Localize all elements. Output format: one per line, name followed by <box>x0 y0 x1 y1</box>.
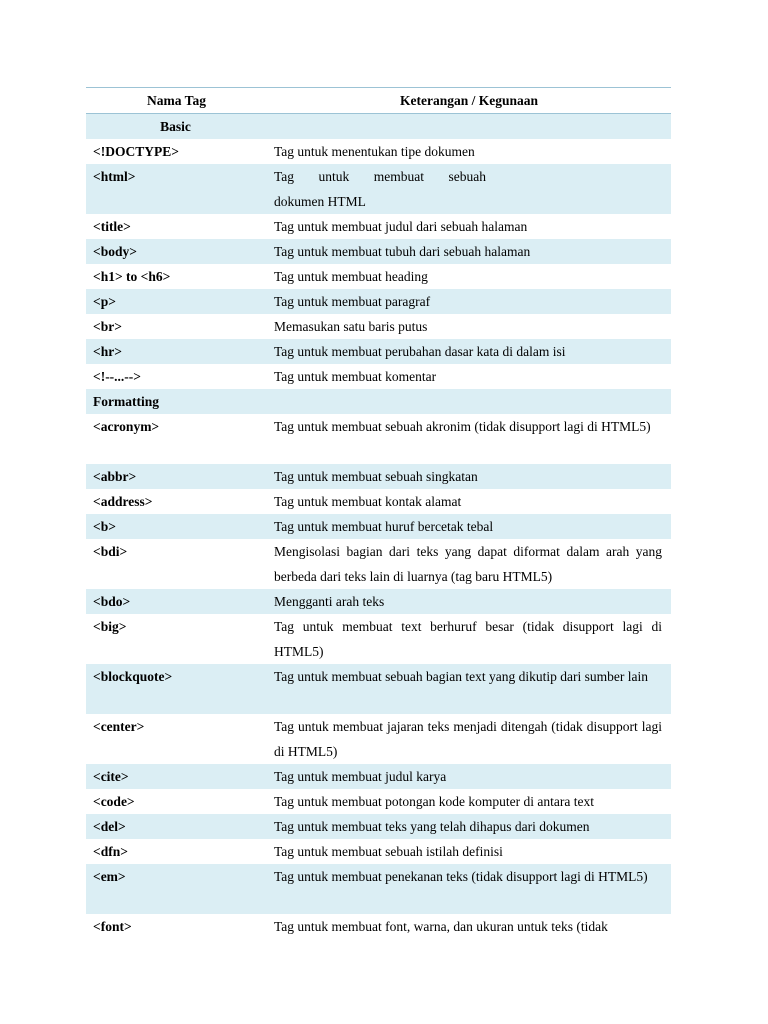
tag-description-cell: Tag untuk membuat sebuah istilah definisi <box>274 844 503 859</box>
table-row <box>86 839 671 864</box>
tag-name-cell: <p> <box>86 289 267 314</box>
table-row <box>86 214 671 239</box>
tag-description-cell: Tag untuk membuat penekanan teks (tidak disupport lagi di HTML5) <box>267 864 671 914</box>
tag-name-cell: <big> <box>93 619 127 634</box>
tag-name-cell: <html> <box>86 164 267 214</box>
tag-description-cell: Tag untuk membuat perubahan dasar kata di dalam isi <box>267 339 671 364</box>
table-row <box>86 764 671 789</box>
html-tag-table <box>86 87 671 939</box>
tag-description-cell: Tag untuk membuat text berhuruf besar (tidak disupport lagi di HTML5) <box>274 619 662 659</box>
tag-description-cell: Memasukan satu baris putus <box>274 319 428 334</box>
tag-name-cell: <bdi> <box>93 544 128 559</box>
tag-description-cell: Tag untuk membuat kontak alamat <box>274 494 462 509</box>
table-row <box>86 139 671 164</box>
table-row <box>86 289 671 314</box>
table-row <box>86 264 671 289</box>
table-row <box>86 239 671 264</box>
tag-description-cell: Tag untuk membuat teks yang telah dihapus dari dokumen <box>267 814 671 839</box>
tag-description-cell: Mengganti arah teks <box>267 589 671 614</box>
tag-description-cell: Tag untuk membuat judul karya <box>267 764 671 789</box>
tag-description-cell: Tag untuk membuat judul dari sebuah halaman <box>274 219 528 234</box>
table-row <box>86 339 671 364</box>
tag-description-cell: Tag untuk membuat tubuh dari sebuah halaman <box>267 239 671 264</box>
tag-name-cell: <em> <box>86 864 267 914</box>
tag-description-cell: Tag untuk membuat huruf bercetak tebal <box>267 514 671 539</box>
table-header-row <box>86 88 671 114</box>
tag-name-cell: <code> <box>93 794 135 809</box>
tag-name-cell: <h1> to <h6> <box>93 269 171 284</box>
tag-description-cell: Tag untuk membuat sebuah akronim (tidak disupport lagi di HTML5) <box>274 419 651 434</box>
table-row <box>86 814 671 839</box>
tag-name-cell: <acronym> <box>93 419 160 434</box>
tag-description-cell: Tag untuk membuat paragraf <box>267 289 671 314</box>
section-empty-cell <box>267 389 671 414</box>
table-row <box>86 464 671 489</box>
document-page <box>86 87 671 939</box>
tag-description-cell: Tag untuk menentukan tipe dokumen <box>274 144 475 159</box>
tag-name-cell: <dfn> <box>93 844 128 859</box>
table-body <box>86 114 671 940</box>
table-row <box>86 714 671 764</box>
column-header-description: Keterangan / Kegunaan <box>267 88 671 114</box>
description-line: Tag untuk membuat sebuah <box>274 169 486 184</box>
table-row <box>86 489 671 514</box>
tag-name-cell: <blockquote> <box>86 664 267 714</box>
table-row <box>86 664 671 714</box>
tag-name-cell: <body> <box>86 239 267 264</box>
section-row <box>86 389 671 414</box>
table-row <box>86 164 671 214</box>
tag-name-cell: <del> <box>86 814 267 839</box>
section-label: Formatting <box>86 389 267 414</box>
table-row <box>86 864 671 914</box>
section-empty-cell <box>267 114 671 140</box>
tag-description-cell: Mengisolasi bagian dari teks yang dapat diformat dalam arah yang berbeda dari teks lain di luarnya (tag baru HTML5) <box>274 544 662 584</box>
tag-name-cell: <font> <box>93 919 132 934</box>
tag-name-cell: <center> <box>93 719 145 734</box>
tag-name-cell: <b> <box>86 514 267 539</box>
table-row <box>86 539 671 589</box>
tag-name-cell: <title> <box>93 219 131 234</box>
table-row <box>86 364 671 389</box>
table-row <box>86 589 671 614</box>
tag-description-cell: Tag untuk membuat jajaran teks menjadi ditengah (tidak disupport lagi di HTML5) <box>274 719 662 759</box>
table-row <box>86 614 671 664</box>
tag-description-cell: Tag untuk membuat komentar <box>274 369 437 384</box>
section-row <box>86 114 671 140</box>
tag-name-cell: <!DOCTYPE> <box>93 144 179 159</box>
tag-description-cell <box>267 164 671 214</box>
tag-name-cell: <br> <box>93 319 122 334</box>
tag-name-cell: <hr> <box>86 339 267 364</box>
tag-description-cell: Tag untuk membuat heading <box>274 269 428 284</box>
table-row <box>86 789 671 814</box>
table-row <box>86 314 671 339</box>
table-row <box>86 414 671 464</box>
tag-name-cell: <bdo> <box>86 589 267 614</box>
column-header-tag-name: Nama Tag <box>86 88 267 114</box>
table-row <box>86 914 671 939</box>
tag-description-cell: Tag untuk membuat sebuah bagian text yang dikutip dari sumber lain <box>267 664 671 714</box>
tag-description-cell: Tag untuk membuat sebuah singkatan <box>267 464 671 489</box>
tag-description-cell: Tag untuk membuat font, warna, dan ukuran untuk teks (tidak <box>274 919 608 934</box>
tag-description-cell: Tag untuk membuat potongan kode komputer di antara text <box>274 794 594 809</box>
tag-name-cell: <cite> <box>86 764 267 789</box>
tag-name-cell: <abbr> <box>86 464 267 489</box>
description-line: dokumen HTML <box>274 194 366 209</box>
tag-name-cell: <address> <box>93 494 153 509</box>
tag-name-cell: <!--...--> <box>93 369 141 384</box>
table-row <box>86 514 671 539</box>
section-label: Basic <box>86 114 267 140</box>
